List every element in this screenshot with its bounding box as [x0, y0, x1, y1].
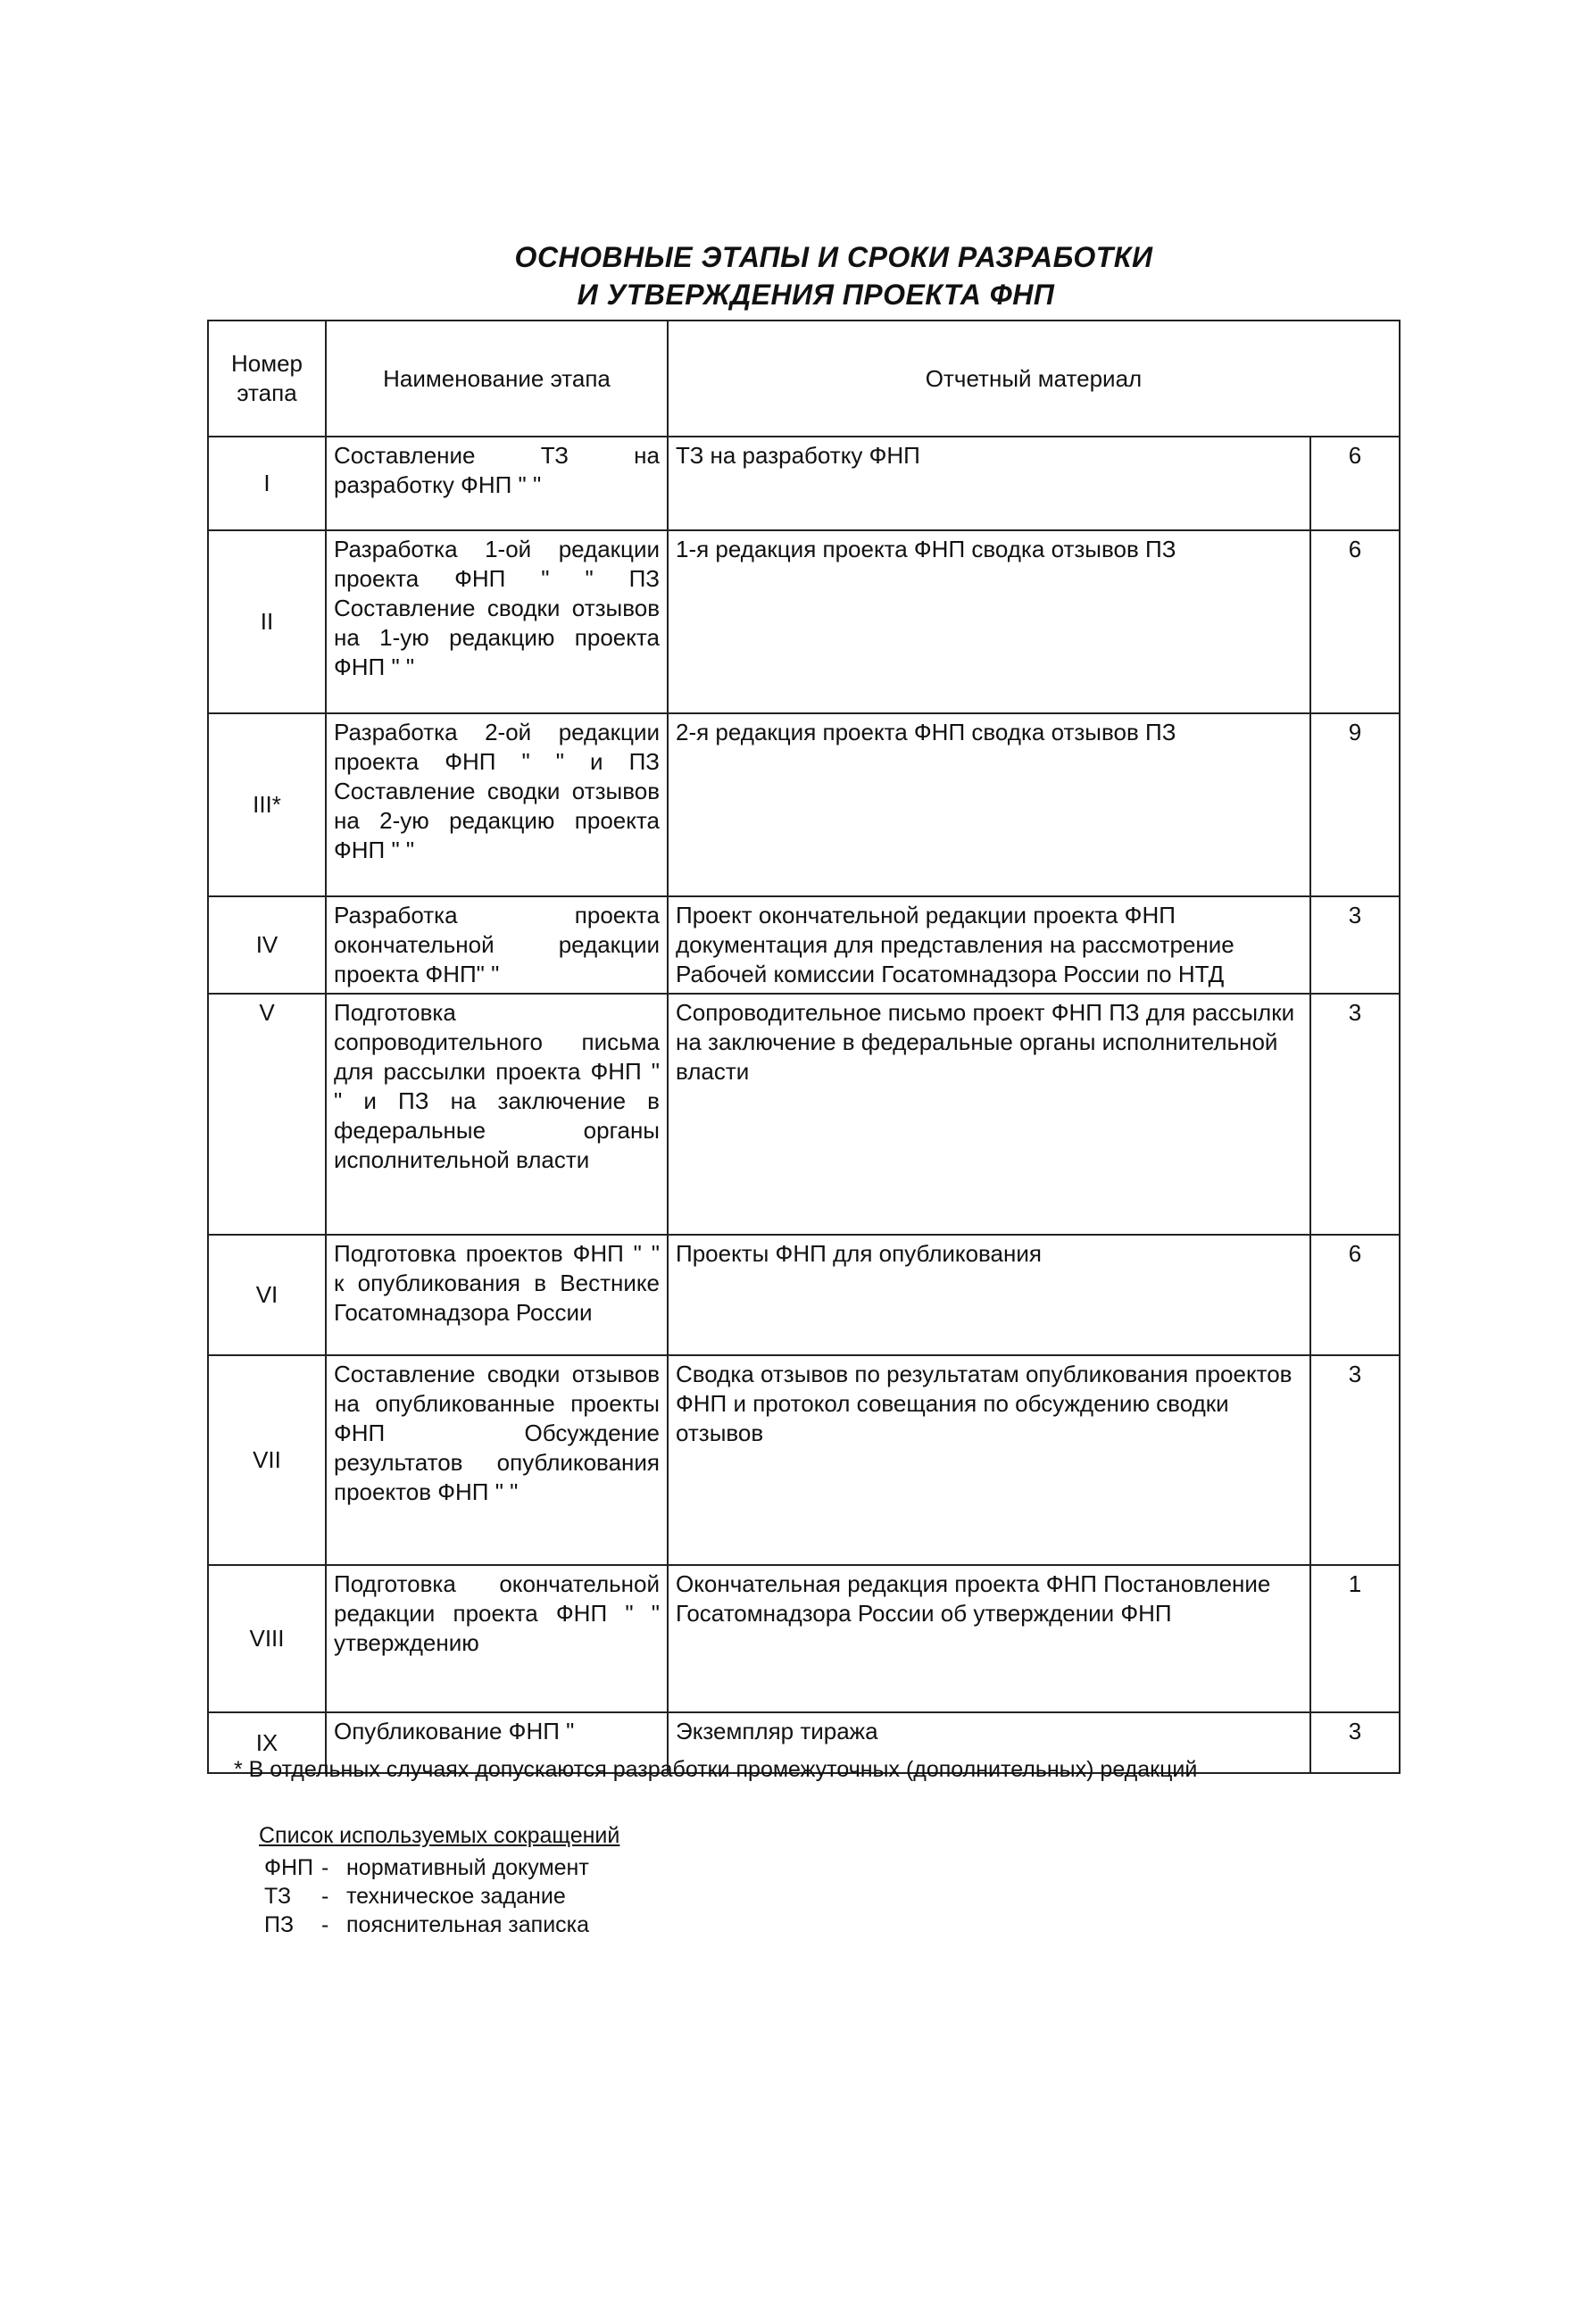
header-report-material: Отчетный материал — [668, 321, 1400, 437]
stage-number: I — [208, 437, 326, 530]
table-row — [208, 994, 1400, 1235]
abbreviation-dash: - — [321, 1855, 329, 1880]
stage-name: Подготовка окончательной редакции проекта ФНП " " утверждению — [326, 1565, 668, 1712]
stage-name: Разработка 1-ой редакции проекта ФНП " " ПЗ Составление сводки отзывов на 1-ую редакцию проекта ФНП " " — [326, 530, 668, 713]
stage-name: Составление ТЗ на разработку ФНП " " — [326, 437, 668, 530]
stage-material: Сводка отзывов по результатам опубликования проектов ФНП и протокол совещания по обсуждению сводки отзывов — [668, 1355, 1310, 1565]
stage-duration: 3 — [1310, 896, 1400, 994]
stage-duration: 6 — [1310, 530, 1400, 713]
stage-material: Сопроводительное письмо проект ФНП ПЗ для рассылки на заключение в федеральные органы исполнительной власти — [668, 994, 1310, 1235]
table-header-row — [208, 321, 1400, 437]
abbreviation-meaning: нормативный документ — [346, 1855, 589, 1880]
abbreviation-item — [264, 1855, 589, 1881]
abbreviation-dash: - — [321, 1884, 329, 1909]
abbreviation-meaning: техническое задание — [346, 1884, 566, 1909]
abbreviation-key: ТЗ — [264, 1884, 292, 1909]
table-row — [208, 437, 1400, 530]
stage-duration: 1 — [1310, 1565, 1400, 1712]
stage-material: Окончательная редакция проекта ФНП Постановление Госатомнадзора России об утверждении ФНП — [668, 1565, 1310, 1712]
abbreviation-key: ПЗ — [264, 1912, 295, 1937]
stages-table — [207, 320, 1401, 1774]
stage-material: Проекты ФНП для опубликования — [668, 1235, 1310, 1355]
stage-material: 1-я редакция проекта ФНП сводка отзывов ПЗ — [668, 530, 1310, 713]
stage-duration: 3 — [1310, 1712, 1400, 1773]
table-row — [208, 1565, 1400, 1712]
header-stage-number: Номер этапа — [208, 321, 326, 437]
stage-material: 2-я редакция проекта ФНП сводка отзывов ПЗ — [668, 713, 1310, 896]
stage-material: ТЗ на разработку ФНП — [668, 437, 1310, 530]
stage-duration: 9 — [1310, 713, 1400, 896]
stage-number: V — [208, 994, 326, 1235]
footnote: * В отдельных случаях допускаются разработки промежуточных (дополнительных) редакций — [234, 1757, 1198, 1782]
stage-number: VIII — [208, 1565, 326, 1712]
stage-number: III* — [208, 713, 326, 896]
stage-name: Подготовка сопроводительного письма для рассылки проекта ФНП " " и ПЗ на заключение в федеральные органы исполнительной власти — [326, 994, 668, 1235]
stage-duration: 3 — [1310, 1355, 1400, 1565]
stage-name: Опубликование ФНП " — [326, 1712, 668, 1773]
document-title-line-2: И УТВЕРЖДЕНИЯ ПРОЕКТА ФНП — [577, 279, 1055, 311]
stage-duration: 6 — [1310, 437, 1400, 530]
abbreviation-item — [264, 1912, 589, 1938]
stage-material: Проект окончательной редакции проекта ФНП документация для представления на рассмотрение Рабочей комиссии Госатомнадзора России по НТД — [668, 896, 1310, 994]
table-row — [208, 1235, 1400, 1355]
stage-name: Разработка проекта окончательной редакции проекта ФНП" " — [326, 896, 668, 994]
table-row — [208, 530, 1400, 713]
stage-name: Составление сводки отзывов на опубликованные проекты ФНП Обсуждение результатов опубликования проектов ФНП " " — [326, 1355, 668, 1565]
stage-duration: 3 — [1310, 994, 1400, 1235]
abbreviation-dash: - — [321, 1912, 329, 1937]
stage-number: VII — [208, 1355, 326, 1565]
table-row — [208, 896, 1400, 994]
table-row — [208, 1355, 1400, 1565]
abbreviations-title: Список используемых сокращений — [259, 1823, 620, 1848]
stage-number: IX — [208, 1712, 326, 1773]
stage-number: IV — [208, 896, 326, 994]
stage-number: VI — [208, 1235, 326, 1355]
stage-duration: 6 — [1310, 1235, 1400, 1355]
stage-name: Подготовка проектов ФНП " " к опубликования в Вестнике Госатомнадзора России — [326, 1235, 668, 1355]
document-title-line-1: ОСНОВНЫЕ ЭТАПЫ И СРОКИ РАЗРАБОТКИ — [514, 241, 1153, 273]
abbreviation-meaning: пояснительная записка — [346, 1912, 590, 1937]
header-stage-name: Наименование этапа — [326, 321, 668, 437]
stage-material: Экземпляр тиража — [668, 1712, 1310, 1773]
stage-name: Разработка 2-ой редакции проекта ФНП " " и ПЗ Составление сводки отзывов на 2-ую редакцию проекта ФНП " " — [326, 713, 668, 896]
table-row — [208, 713, 1400, 896]
stage-number: II — [208, 530, 326, 713]
abbreviation-item — [264, 1884, 566, 1910]
abbreviation-key: ФНП — [264, 1855, 314, 1880]
